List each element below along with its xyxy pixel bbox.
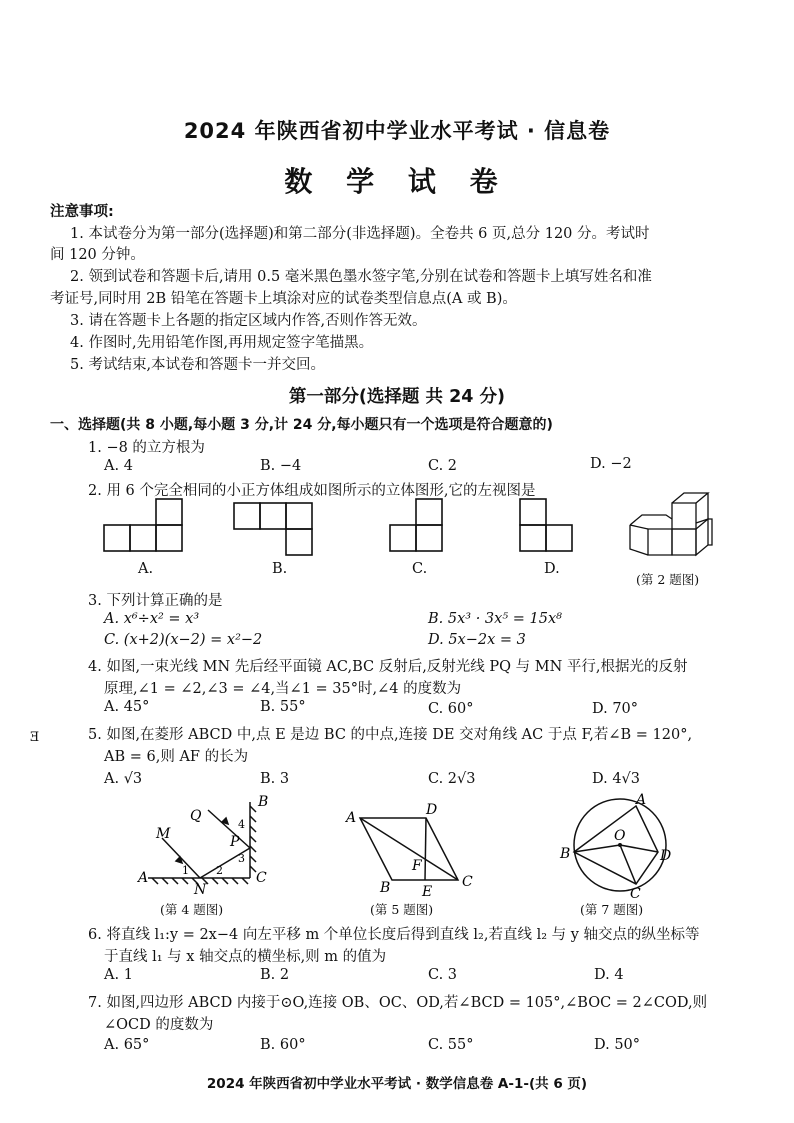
fig5-caption: (第 5 题图) <box>370 902 434 917</box>
q5-option-a: A. √3 <box>104 771 143 787</box>
section-instruction: 一、选择题(共 8 小题,每小题 3 分,计 24 分,每小题只有一个选项是符合题意的) <box>50 417 553 433</box>
fig4-label-c: C <box>256 870 267 886</box>
note-line-4: 考证号,同时用 2B 铅笔在答题卡上填涂对应的试卷类型信息点(A 或 B)。 <box>50 291 517 307</box>
q5-stem-line2: AB = 6,则 AF 的长为 <box>104 749 249 765</box>
q7-option-d: D. 50° <box>594 1037 641 1053</box>
fig5-label-d: D <box>426 802 438 818</box>
fig4-label-a: A <box>138 870 149 886</box>
fig7-caption: (第 7 题图) <box>580 902 644 917</box>
fig5-label-b: B <box>380 880 391 896</box>
fig4-angle-1: 1 <box>182 864 189 877</box>
fig4-mirrors <box>138 790 278 900</box>
fig4-label-n: N <box>194 882 207 898</box>
q2-label-c: C. <box>412 561 428 577</box>
exam-title: 2024 年陕西省初中学业水平考试 · 信息卷 <box>183 119 611 143</box>
q7-option-c: C. 55° <box>428 1037 474 1053</box>
q3-option-a: A. x⁶÷x² = x³ <box>104 611 200 627</box>
fig7-circle <box>556 790 696 900</box>
q7-option-b: B. 60° <box>260 1037 306 1053</box>
q6-option-b: B. 2 <box>260 967 290 983</box>
q7-stem-line2: ∠OCD 的度数为 <box>104 1017 214 1033</box>
q1-option-d: D. −2 <box>590 456 632 472</box>
fig4-angle-4: 4 <box>238 818 245 831</box>
q5-option-b: B. 3 <box>260 771 290 787</box>
q2-label-a: A. <box>138 561 154 577</box>
fig5-label-c: C <box>462 874 473 890</box>
note-line-5: 3. 请在答题卡上各题的指定区域内作答,否则作答无效。 <box>70 313 427 329</box>
q6-option-d: D. 4 <box>594 967 624 983</box>
fig5-label-a: A <box>346 810 357 826</box>
q6-option-c: C. 3 <box>428 967 458 983</box>
q2-caption: (第 2 题图) <box>636 572 700 587</box>
note-line-1: 1. 本试卷分为第一部分(选择题)和第二部分(非选择题)。全卷共 6 页,总分 120 分。考试时 <box>70 226 650 242</box>
q1-option-b: B. −4 <box>260 458 302 474</box>
q4-option-b: B. 55° <box>260 699 306 715</box>
fig4-angle-3: 3 <box>238 852 245 865</box>
q5-option-d: D. 4√3 <box>592 771 641 787</box>
fig4-label-q: Q <box>190 808 202 824</box>
q4-option-a: A. 45° <box>104 699 150 715</box>
q6-stem-line1: 6. 将直线 l₁:y = 2x−4 向左平移 m 个单位长度后得到直线 l₂,若直线 l₂ 与 y 轴交点的纵坐标等 <box>88 927 700 943</box>
q2-label-b: B. <box>272 561 288 577</box>
note-line-3: 2. 领到试卷和答题卡后,请用 0.5 毫米黑色墨水签字笔,分别在试卷和答题卡上填写姓名和准 <box>70 269 652 285</box>
q1-option-c: C. 2 <box>428 458 458 474</box>
q4-option-c: C. 60° <box>428 701 474 717</box>
exam-subtitle: 数 学 试 卷 <box>284 165 510 198</box>
q3-option-d: D. 5x−2x = 3 <box>428 632 526 648</box>
q1-option-a: A. 4 <box>104 458 133 474</box>
note-line-2: 间 120 分钟。 <box>50 247 145 263</box>
q6-stem-line2: 于直线 l₁ 与 x 轴交点的横坐标,则 m 的值为 <box>104 949 387 965</box>
q1-stem: 1. −8 的立方根为 <box>88 440 205 456</box>
fig4-label-b: B <box>258 794 269 810</box>
q4-option-d: D. 70° <box>592 701 639 717</box>
fig4-angle-2: 2 <box>216 864 223 877</box>
q5-option-c: C. 2√3 <box>428 771 476 787</box>
fig4-caption: (第 4 题图) <box>160 902 224 917</box>
q3-option-c: C. (x+2)(x−2) = x²−2 <box>104 632 263 648</box>
q4-stem-line2: 原理,∠1 = ∠2,∠3 = ∠4,当∠1 = 35°时,∠4 的度数为 <box>104 681 462 697</box>
q2-stem: 2. 用 6 个完全相同的小正方体组成如图所示的立体图形,它的左视图是 <box>88 483 536 499</box>
q2-options-figure <box>0 495 794 575</box>
fig7-label-a: A <box>636 792 647 808</box>
fig7-label-c: C <box>630 886 641 902</box>
fig4-label-p: P <box>230 834 240 850</box>
q7-option-a: A. 65° <box>104 1037 150 1053</box>
q6-option-a: A. 1 <box>104 967 133 983</box>
section-title: 第一部分(选择题 共 24 分) <box>288 387 506 407</box>
page-footer: 2024 年陕西省初中学业水平考试 · 数学信息卷 A-1-(共 6 页) <box>206 1076 588 1092</box>
notes-heading: 注意事项: <box>50 204 114 220</box>
fig7-label-o: O <box>614 828 626 844</box>
note-line-7: 5. 考试结束,本试卷和答题卡一并交回。 <box>70 357 326 373</box>
q3-stem: 3. 下列计算正确的是 <box>88 593 223 609</box>
q3-option-b: B. 5x³ · 3x⁵ = 15x⁸ <box>428 611 562 627</box>
fig5-label-e: E <box>422 884 433 900</box>
fig5-label-f: F <box>412 858 422 874</box>
fig7-label-b: B <box>560 846 571 862</box>
q7-stem-line1: 7. 如图,四边形 ABCD 内接于⊙O,连接 OB、OC、OD,若∠BCD = 105°,∠BOC = 2∠COD,则 <box>88 995 708 1011</box>
fig4-label-m: M <box>156 826 171 842</box>
side-mark: Ǝ <box>30 730 40 745</box>
q2-label-d: D. <box>544 561 560 577</box>
q5-stem-line1: 5. 如图,在菱形 ABCD 中,点 E 是边 BC 的中点,连接 DE 交对角线 AC 于点 F,若∠B = 120°, <box>88 727 693 743</box>
fig5-rhombus <box>340 798 480 908</box>
note-line-6: 4. 作图时,先用铅笔作图,再用规定签字笔描黑。 <box>70 335 374 351</box>
fig7-label-d: D <box>660 848 672 864</box>
q4-stem-line1: 4. 如图,一束光线 MN 先后经平面镜 AC,BC 反射后,反射光线 PQ 与 MN 平行,根据光的反射 <box>88 659 688 675</box>
